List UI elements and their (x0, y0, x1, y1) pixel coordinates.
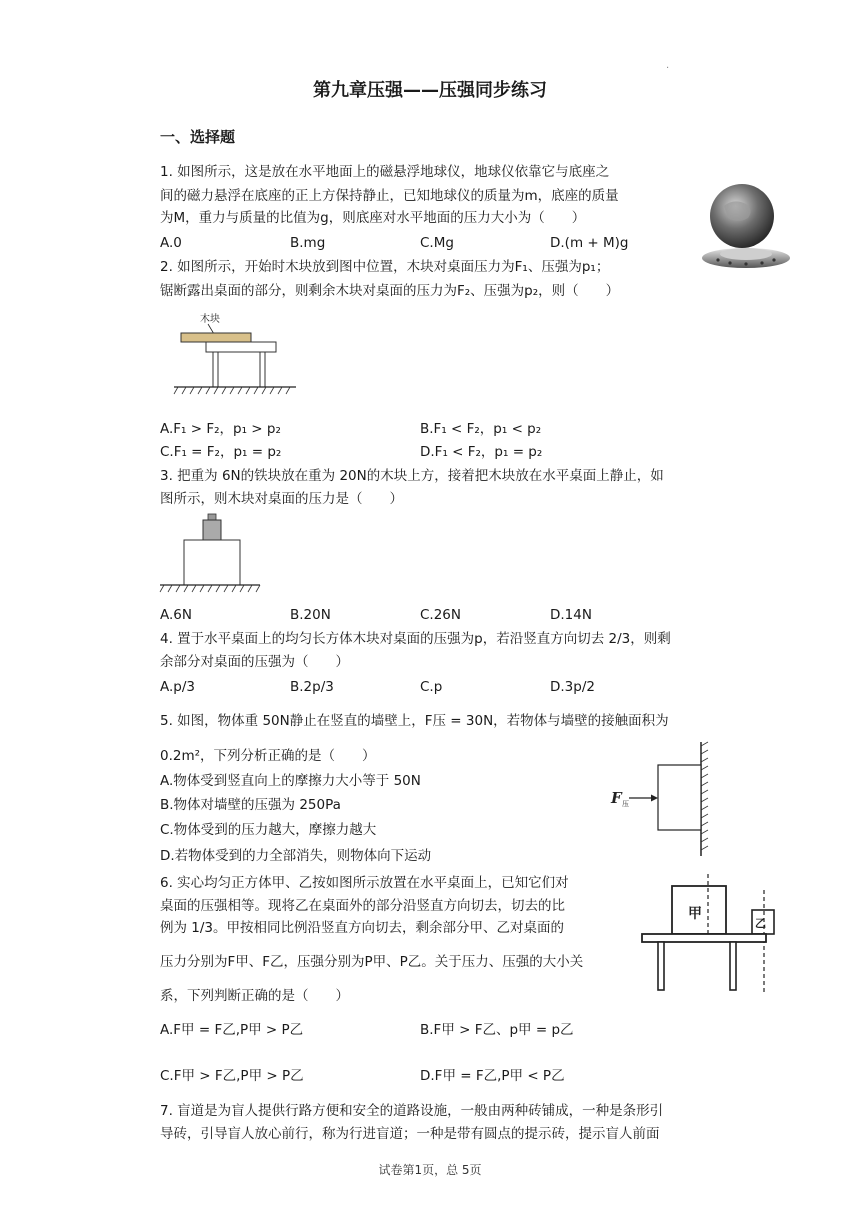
q2-option-d: D.F₁ < F₂，p₁ = p₂ (420, 444, 543, 460)
q1-option-d: D.(m + M)g (550, 235, 629, 251)
q2-line-1: 2. 如图所示，开始时木块放到图中位置，木块对桌面压力为F₁、压强为p₁； (160, 259, 610, 275)
q6-line-2: 桌面的压强相等。现将乙在桌面外的部分沿竖直方向切去，切去的比 (160, 898, 565, 914)
cube-a-label: 甲 (688, 906, 702, 922)
q7-line-1: 7. 盲道是为盲人提供行路方便和安全的道路设施，一般由两种砖铺成，一种是条形引 (160, 1103, 664, 1119)
q5-option-d: D.若物体受到的力全部消失，则物体向下运动 (160, 848, 432, 864)
q2-option-a: A.F₁ > F₂，p₁ > p₂ (160, 421, 281, 437)
q6-line-3: 例为 1/3。甲按相同比例沿竖直方向切去，剩余部分甲、乙对桌面的 (160, 920, 565, 936)
q2-option-b: B.F₁ < F₂，p₁ < p₂ (420, 421, 542, 437)
q6-option-b: B.F甲 > F乙、p甲 = p乙 (420, 1022, 574, 1038)
q1-line-1: 1. 如图所示，这是放在水平地面上的磁悬浮地球仪，地球仪依靠它与底座之 (160, 164, 610, 180)
q6-line-5: 系，下列判断正确的是（ ） (160, 988, 349, 1004)
q5-option-b: B.物体对墙壁的压强为 250Pa (160, 797, 341, 813)
corner-mark: . (666, 60, 670, 71)
q5-option-c: C.物体受到的压力越大，摩擦力越大 (160, 822, 377, 838)
q4-line-2: 余部分对桌面的压强为（ ） (160, 654, 349, 670)
q6-option-a: A.F甲 = F乙,P甲 > P乙 (160, 1022, 304, 1038)
q6-option-c: C.F甲 > F乙,P甲 > P乙 (160, 1068, 304, 1084)
q2-option-c: C.F₁ = F₂，p₁ = p₂ (160, 444, 282, 460)
q1-line-3: 为M，重力与质量的比值为g，则底座对水平地面的压力大小为（ ） (160, 210, 586, 226)
q4-option-a: A.p/3 (160, 679, 195, 695)
weight-block-figure (158, 512, 263, 597)
q2-line-2: 锯断露出桌面的部分，则剩余木块对桌面的压力为F₂、压强为p₂，则（ ） (160, 283, 620, 299)
section-heading: 一、选择题 (160, 128, 236, 146)
q1-option-c: C.Mg (420, 235, 454, 251)
q6-option-d: D.F甲 = F乙,P甲 < P乙 (420, 1068, 565, 1084)
q4-option-d: D.3p/2 (550, 679, 595, 695)
q2-figure-label: 木块 (200, 314, 220, 325)
q6-line-1: 6. 实心均匀正方体甲、乙按如图所示放置在水平桌面上，已知它们对 (160, 875, 569, 891)
q3-line-1: 3. 把重为 6N的铁块放在重为 20N的木块上方，接着把木块放在水平桌面上静止，如 (160, 468, 664, 484)
two-cubes-figure (638, 868, 798, 998)
q1-option-a: A.0 (160, 235, 182, 251)
table-block-figure (170, 305, 300, 400)
cube-b-label: 乙 (755, 917, 766, 930)
q6-line-4: 压力分别为F甲、F乙，压强分别为P甲、P乙。关于压力、压强的大小关 (160, 954, 584, 970)
wall-force-figure (605, 740, 717, 858)
svg-text:F: F (611, 789, 622, 807)
q1-line-2: 间的磁力悬浮在底座的正上方保持静止，已知地球仪的质量为m，底座的质量 (160, 188, 619, 204)
q1-option-b: B.mg (290, 235, 326, 251)
q3-line-2: 图所示，则木块对桌面的压力是（ ） (160, 491, 403, 507)
q4-line-1: 4. 置于水平桌面上的均匀长方体木块对桌面的压强为p，若沿竖直方向切去 2/3，则剩 (160, 631, 671, 647)
q3-option-b: B.20N (290, 607, 331, 623)
q4-option-b: B.2p/3 (290, 679, 334, 695)
globe-figure (700, 176, 795, 276)
q3-option-c: C.26N (420, 607, 461, 623)
q7-line-2: 导砖，引导盲人放心前行，称为行进盲道；一种是带有圆点的提示砖，提示盲人前面 (160, 1126, 660, 1142)
q5-line-1: 5. 如图，物体重 50N静止在竖直的墙壁上，F压 = 30N，若物体与墙壁的接触面积为 (160, 713, 669, 729)
q5-line-2: 0.2m²，下列分析正确的是（ ） (160, 748, 376, 764)
q3-option-a: A.6N (160, 607, 192, 623)
page-title: 第九章压强——压强同步练习 (313, 80, 547, 101)
page-footer: 试卷第1页，总 5页 (378, 1163, 482, 1177)
q4-option-c: C.p (420, 679, 443, 695)
svg-text:压: 压 (622, 800, 629, 808)
q5-option-a: A.物体受到竖直向上的摩擦力大小等于 50N (160, 773, 421, 789)
q3-option-d: D.14N (550, 607, 592, 623)
